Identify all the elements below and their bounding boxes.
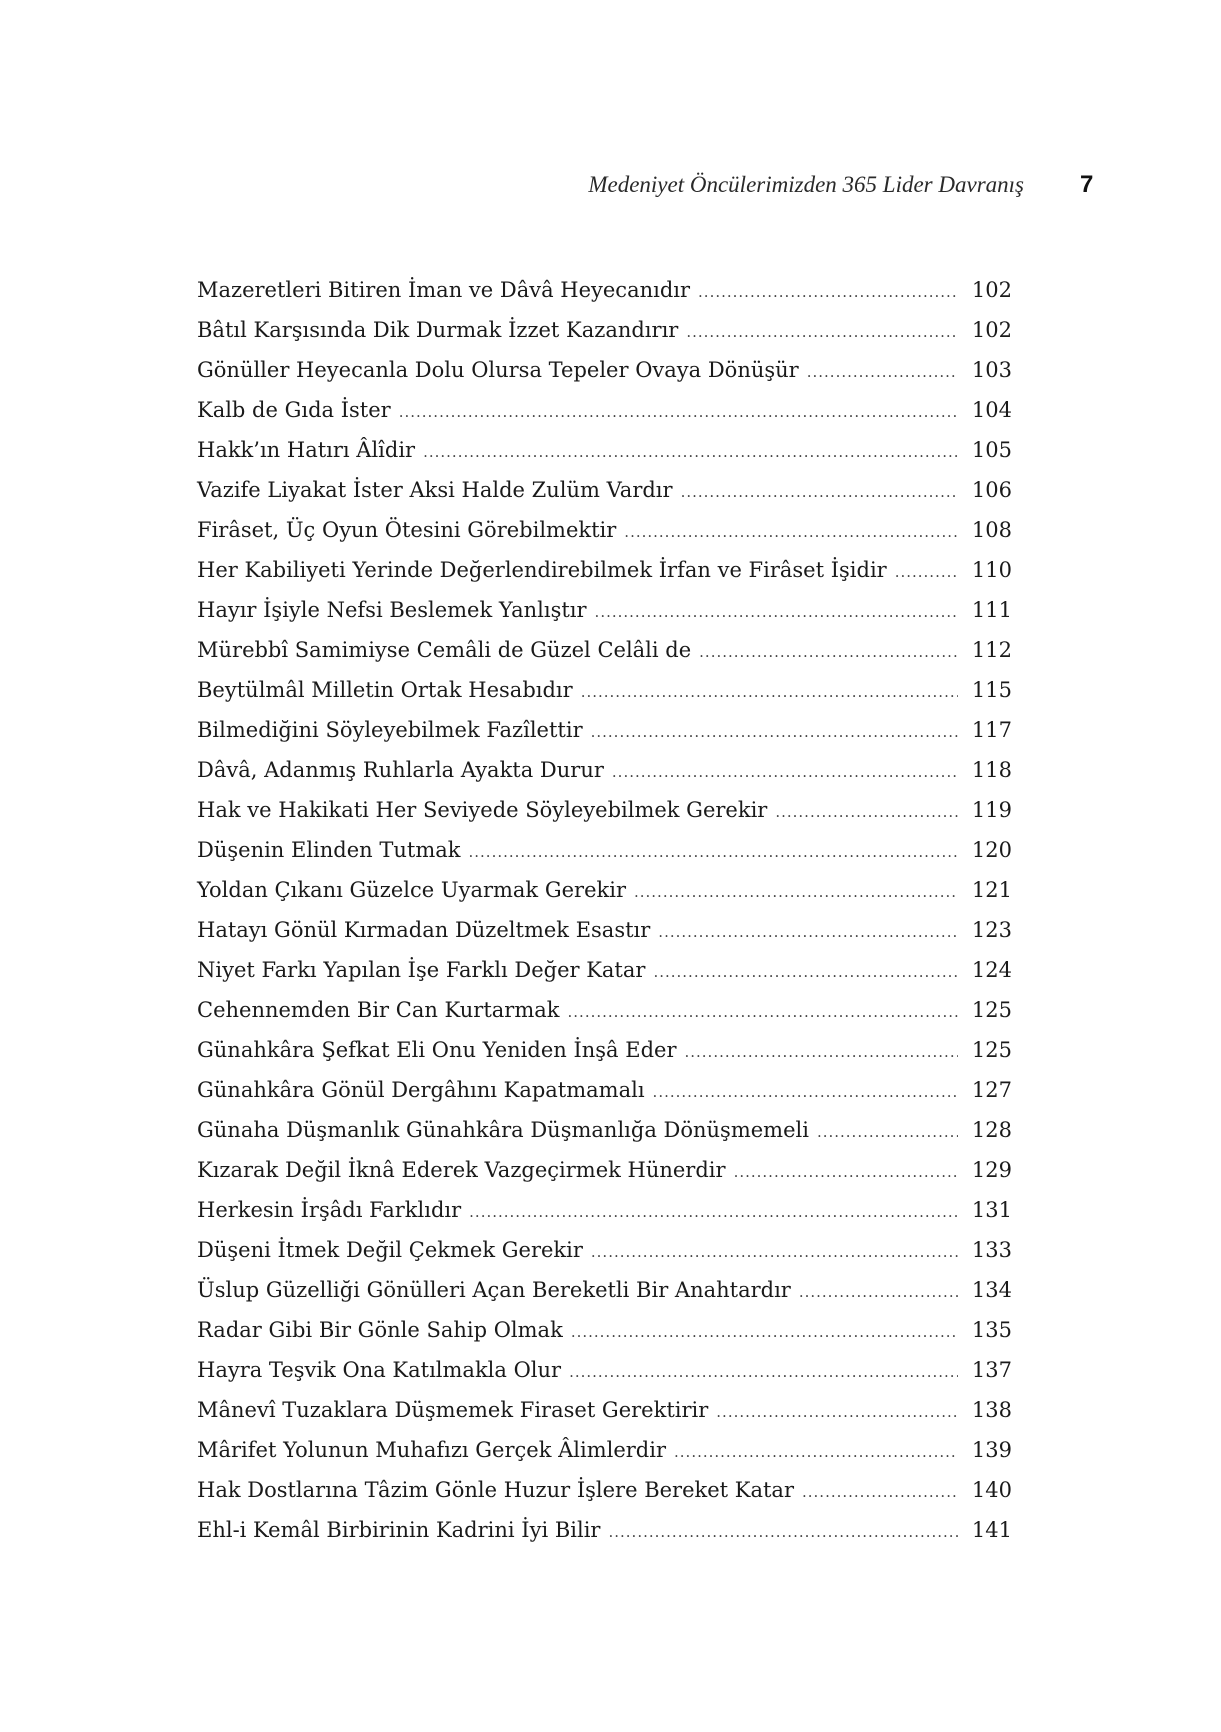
- table-of-contents: [197, 270, 1012, 1550]
- toc-entry: [197, 430, 1012, 470]
- toc-entry: [197, 1310, 1012, 1350]
- dot-leader: [608, 1512, 958, 1552]
- toc-entry-page: 124: [971, 958, 1012, 982]
- dot-leader: [686, 312, 958, 352]
- toc-entry-page: 115: [971, 678, 1012, 702]
- toc-entry-title: Hayır İşiyle Nefsi Beslemek Yanlıştır: [197, 598, 587, 622]
- toc-entry-page: 125: [971, 998, 1012, 1022]
- toc-entry-title: Kızarak Değil İknâ Ederek Vazgeçirmek Hünerdir: [197, 1158, 726, 1182]
- toc-entry-title: Günaha Düşmanlık Günahkâra Düşmanlığa Dönüşmemeli: [197, 1118, 809, 1142]
- toc-entry-page: 137: [971, 1358, 1012, 1382]
- dot-leader: [802, 1472, 958, 1512]
- toc-entry-page: 108: [971, 518, 1012, 542]
- dot-leader: [423, 432, 958, 472]
- toc-entry-title: Yoldan Çıkanı Güzelce Uyarmak Gerekir: [197, 878, 626, 902]
- toc-entry-page: 127: [971, 1078, 1012, 1102]
- toc-entry-page: 139: [971, 1438, 1012, 1462]
- toc-entry: [197, 510, 1012, 550]
- toc-entry: [197, 1230, 1012, 1270]
- dot-leader: [653, 952, 958, 992]
- toc-entry-title: Hak Dostlarına Tâzim Gönle Huzur İşlere Bereket Katar: [197, 1478, 794, 1502]
- toc-entry: [197, 1510, 1012, 1550]
- toc-entry-title: Hayra Teşvik Ona Katılmakla Olur: [197, 1358, 562, 1382]
- toc-entry-page: 103: [971, 358, 1012, 382]
- toc-entry-title: Cehennemden Bir Can Kurtarmak: [197, 998, 560, 1022]
- dot-leader: [799, 1272, 958, 1312]
- toc-entry-page: 111: [971, 598, 1012, 622]
- running-head-title: Medeniyet Öncülerimizden 365 Lider Davranış: [588, 172, 1024, 197]
- toc-entry-title: Mürebbî Samimiyse Cemâli de Güzel Celâli de: [197, 638, 692, 662]
- toc-entry-page: 117: [971, 718, 1012, 742]
- toc-entry-title: Herkesin İrşâdı Farklıdır: [197, 1198, 462, 1222]
- dot-leader: [716, 1392, 958, 1432]
- toc-entry-title: Günahkâra Şefkat Eli Onu Yeniden İnşâ Eder: [197, 1038, 677, 1062]
- toc-entry: [197, 350, 1012, 390]
- dot-leader: [674, 1432, 958, 1472]
- toc-entry: [197, 950, 1012, 990]
- toc-entry: [197, 1350, 1012, 1390]
- toc-entry-page: 138: [971, 1398, 1012, 1422]
- dot-leader: [591, 1232, 958, 1272]
- toc-entry: [197, 1470, 1012, 1510]
- dot-leader: [469, 1192, 958, 1232]
- toc-entry-title: Vazife Liyakat İster Aksi Halde Zulüm Vardır: [197, 478, 673, 502]
- toc-entry-title: Bâtıl Karşısında Dik Durmak İzzet Kazandırır: [197, 318, 679, 342]
- toc-entry-title: Niyet Farkı Yapılan İşe Farklı Değer Katar: [197, 958, 646, 982]
- toc-entry: [197, 1390, 1012, 1430]
- toc-entry-page: 102: [971, 278, 1012, 302]
- toc-entry-page: 105: [971, 438, 1012, 462]
- toc-entry-page: 106: [971, 478, 1012, 502]
- toc-entry-page: 118: [971, 758, 1012, 782]
- toc-entry-page: 129: [971, 1158, 1012, 1182]
- dot-leader: [658, 912, 958, 952]
- dot-leader: [595, 592, 958, 632]
- dot-leader: [817, 1112, 958, 1152]
- dot-leader: [681, 472, 958, 512]
- toc-entry: [197, 990, 1012, 1030]
- toc-entry: [197, 390, 1012, 430]
- toc-entry-title: Radar Gibi Bir Gönle Sahip Olmak: [197, 1318, 563, 1342]
- dot-leader: [684, 1032, 958, 1072]
- dot-leader: [469, 832, 959, 872]
- toc-entry-title: Beytülmâl Milletin Ortak Hesabıdır: [197, 678, 573, 702]
- toc-entry: [197, 1190, 1012, 1230]
- toc-entry-title: Mârifet Yolunun Muhafızı Gerçek Âlimlerdir: [197, 1438, 667, 1462]
- toc-entry-page: 123: [971, 918, 1012, 942]
- toc-entry-title: Gönüller Heyecanla Dolu Olursa Tepeler Ovaya Dönüşür: [197, 358, 799, 382]
- toc-entry: [197, 590, 1012, 630]
- page-number: 7: [1080, 171, 1094, 198]
- toc-entry-title: Bilmediğini Söyleyebilmek Fazîlettir: [197, 718, 583, 742]
- toc-entry: [197, 1110, 1012, 1150]
- toc-entry-title: Mazeretleri Bitiren İman ve Dâvâ Heyecanıdır: [197, 278, 691, 302]
- toc-entry-page: 131: [971, 1198, 1012, 1222]
- dot-leader: [591, 712, 958, 752]
- toc-entry-title: Üslup Güzelliği Gönülleri Açan Bereketli Bir Anahtardır: [197, 1278, 791, 1302]
- toc-entry-title: Düşenin Elinden Tutmak: [197, 838, 461, 862]
- toc-entry-page: 119: [971, 798, 1012, 822]
- toc-entry-page: 102: [971, 318, 1012, 342]
- dot-leader: [775, 792, 958, 832]
- toc-entry-page: 120: [971, 838, 1012, 862]
- dot-leader: [634, 872, 958, 912]
- dot-leader: [569, 1352, 958, 1392]
- toc-entry: [197, 630, 1012, 670]
- toc-entry: [197, 1030, 1012, 1070]
- toc-entry-title: Kalb de Gıda İster: [197, 398, 391, 422]
- toc-entry-title: Ehl-i Kemâl Birbirinin Kadrini İyi Bilir: [197, 1518, 601, 1542]
- toc-entry: [197, 470, 1012, 510]
- toc-entry-title: Düşeni İtmek Değil Çekmek Gerekir: [197, 1238, 583, 1262]
- toc-entry: [197, 670, 1012, 710]
- dot-leader: [734, 1152, 958, 1192]
- toc-entry: [197, 1430, 1012, 1470]
- dot-leader: [399, 392, 958, 432]
- dot-leader: [624, 512, 958, 552]
- toc-entry: [197, 270, 1012, 310]
- toc-entry: [197, 710, 1012, 750]
- toc-entry-title: Hakk’ın Hatırı Âlîdir: [197, 438, 416, 462]
- toc-entry: [197, 870, 1012, 910]
- toc-entry-title: Her Kabiliyeti Yerinde Değerlendirebilmek İrfan ve Firâset İşidir: [197, 558, 887, 582]
- toc-entry-title: Firâset, Üç Oyun Ötesini Görebilmektir: [197, 518, 617, 542]
- toc-entry-page: 110: [971, 558, 1012, 582]
- toc-entry-title: Hak ve Hakikati Her Seviyede Söyleyebilmek Gerekir: [197, 798, 768, 822]
- toc-entry: [197, 790, 1012, 830]
- dot-leader: [653, 1072, 958, 1112]
- toc-entry-title: Mânevî Tuzaklara Düşmemek Firaset Gerektirir: [197, 1398, 709, 1422]
- toc-entry: [197, 1070, 1012, 1110]
- dot-leader: [895, 552, 958, 592]
- toc-entry-page: 141: [971, 1518, 1012, 1542]
- dot-leader: [807, 352, 958, 392]
- toc-entry: [197, 830, 1012, 870]
- toc-entry: [197, 910, 1012, 950]
- dot-leader: [612, 752, 958, 792]
- toc-entry: [197, 1150, 1012, 1190]
- dot-leader: [699, 632, 958, 672]
- dot-leader: [571, 1312, 958, 1352]
- toc-entry-page: 134: [971, 1278, 1012, 1302]
- dot-leader: [698, 272, 958, 312]
- toc-entry-page: 112: [971, 638, 1012, 662]
- toc-entry-title: Hatayı Gönül Kırmadan Düzeltmek Esastır: [197, 918, 651, 942]
- toc-entry: [197, 1270, 1012, 1310]
- toc-entry-page: 125: [971, 1038, 1012, 1062]
- toc-entry: [197, 310, 1012, 350]
- toc-entry-title: Dâvâ, Adanmış Ruhlarla Ayakta Durur: [197, 758, 604, 782]
- dot-leader: [581, 672, 958, 712]
- toc-entry-page: 121: [971, 878, 1012, 902]
- toc-entry-title: Günahkâra Gönül Dergâhını Kapatmamalı: [197, 1078, 645, 1102]
- toc-entry-page: 128: [971, 1118, 1012, 1142]
- toc-entry-page: 135: [971, 1318, 1012, 1342]
- toc-entry-page: 133: [971, 1238, 1012, 1262]
- toc-entry-page: 140: [971, 1478, 1012, 1502]
- toc-entry: [197, 550, 1012, 590]
- toc-entry: [197, 750, 1012, 790]
- dot-leader: [568, 992, 958, 1032]
- toc-entry-page: 104: [971, 398, 1012, 422]
